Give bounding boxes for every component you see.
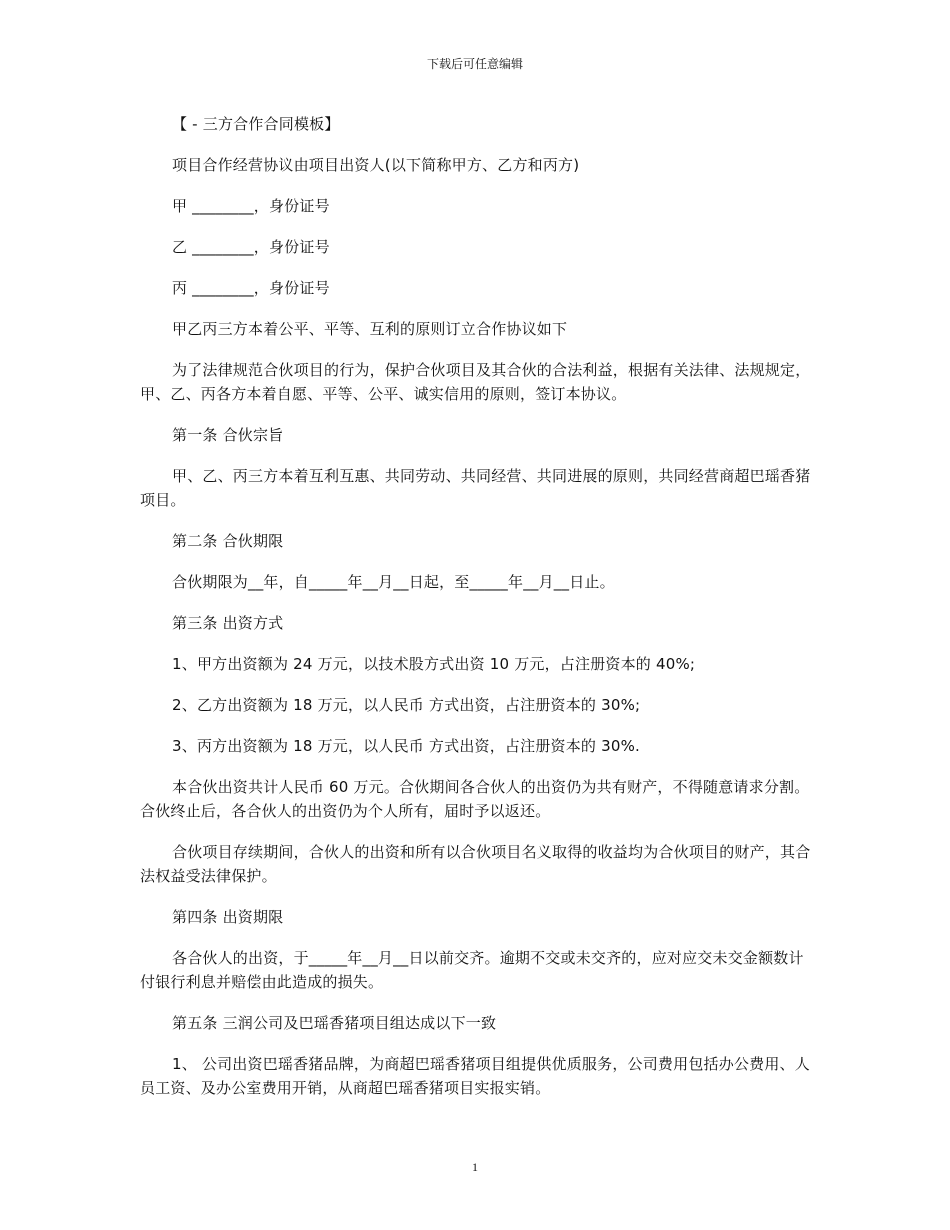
article-4-heading: 第四条 出资期限 (172, 908, 284, 926)
article-3-item-3: 3、丙方出资额为 18 万元，以人民币 方式出资，占注册资本的 30%. (172, 737, 641, 755)
article-2-body: 合伙期限为__年，自_____年__月__日起，至_____年__月__日止。 (172, 573, 615, 591)
page-number: 1 (472, 1160, 478, 1174)
purpose-paragraph: 为了法律规范合伙项目的行为，保护合伙项目及其合伙的合法利益，根据有关法律、法规规定，甲、乙、丙各方本着自愿、平等、公平、诚实信用的原则，签订本协议。 (140, 361, 811, 403)
article-1-body: 甲、乙、丙三方本着互利互惠、共同劳动、共同经营、共同进展的原则，共同经营商超巴瑶香猪项目。 (140, 467, 811, 509)
party-c-line: 丙 ________，身份证号 (172, 279, 330, 297)
article-1-heading: 第一条 合伙宗旨 (172, 426, 284, 444)
party-a-line: 甲 ________，身份证号 (172, 197, 330, 215)
page-header-note: 下载后可任意编辑 (426, 57, 523, 71)
article-3-item-2: 2、乙方出资额为 18 万元，以人民币 方式出资，占注册资本的 30%; (172, 696, 641, 714)
article-5-item-1: 1、 公司出资巴瑶香猪品牌，为商超巴瑶香猪项目组提供优质服务，公司费用包括办公费用、人员工资、及办公室费用开销，从商超巴瑶香猪项目实报实销。 (140, 1055, 810, 1097)
intro-paragraph: 项目合作经营协议由项目出资人(以下简称甲方、乙方和丙方) (172, 156, 580, 174)
article-3-heading: 第三条 出资方式 (172, 614, 284, 632)
article-4-body: 各合伙人的出资，于_____年__月__日以前交齐。逾期不交或未交齐的，应对应交未交金额数计付银行利息并赔偿由此造成的损失。 (140, 949, 804, 991)
article-3-item-1: 1、甲方出资额为 24 万元，以技术股方式出资 10 万元，占注册资本的 40%; (172, 655, 696, 673)
article-3-total: 本合伙出资共计人民币 60 万元。合伙期间各合伙人的出资仍为共有财产，不得随意请求分割。合伙终止后，各合伙人的出资仍为个人所有，届时予以返还。 (140, 778, 810, 820)
document-title: 【 - 三方合作合同模板】 (172, 115, 340, 133)
article-5-heading: 第五条 三润公司及巴瑶香猪项目组达成以下一致 (172, 1014, 497, 1032)
document-body (140, 112, 812, 1117)
article-3-property: 合伙项目存续期间，合伙人的出资和所有以合伙项目名义取得的收益均为合伙项目的财产，其合法权益受法律保护。 (140, 843, 811, 885)
article-2-heading: 第二条 合伙期限 (172, 532, 284, 550)
party-b-line: 乙 ________，身份证号 (172, 238, 330, 256)
agreement-statement: 甲乙丙三方本着公平、平等、互利的原则订立合作协议如下 (172, 320, 568, 338)
